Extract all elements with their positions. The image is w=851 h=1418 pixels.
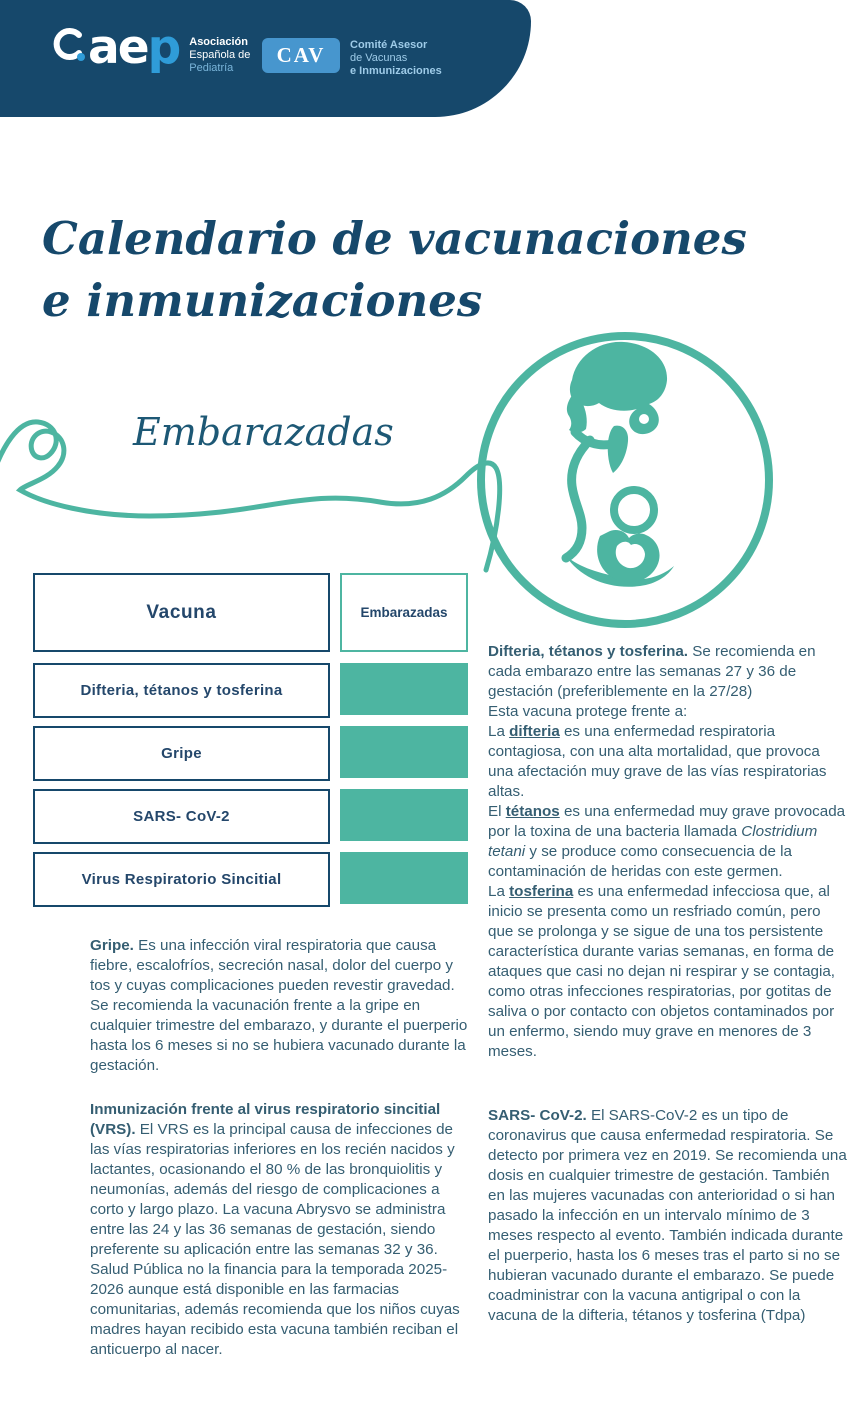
aep-wordmark: aep xyxy=(88,20,180,75)
cav-org-name: Comité Asesor de Vacunas e Inmunizaciones xyxy=(350,39,442,77)
gripe-paragraph: Gripe. Es una infección viral respiratoria que causa fiebre, escalofríos, secreción nasal, dolor del cuerpo y tos y cuyas complicaciones pueden revestir gravedad. Se recomienda la vacunación frente a la gripe en cualquier trimestre del embarazo, y durante el puerperio hasta los 6 meses si no se hubiera vacunado durante la gestación. xyxy=(90,937,468,1074)
table-row-difteria: Difteria, tétanos y tosferina xyxy=(33,663,330,718)
table-row-gripe: Gripe xyxy=(33,726,330,781)
table-row-vrs: Virus Respiratorio Sincitial xyxy=(33,852,330,907)
table-header-embarazadas: Embarazadas xyxy=(340,573,468,652)
pregnant-woman-illustration xyxy=(472,330,851,628)
difteria-paragraph: Difteria, tétanos y tosferina. Se recomienda en cada embarazo entre las semanas 27 y 36 de gestación (preferiblemente en la 27/28) Esta vacuna protege frente a: La difteria es una enfermedad respiratoria contagiosa, con una alta mortalidad, que provoca una afectación muy grave de las vías respiratorias altas. El tétanos es una enfermedad muy grave provocada por la toxina de una bacteria llamada Clostridium tetani y se produce como consecuencia de la contaminación de heridas con este germen. La tosferina es una enfermedad infecciosa que, al inicio se presenta como un resfriado común, pero que se prolonga y se sigue de una tos persistente característica durante varias semanas, en forma de ataques que casi no dejan ni respirar y se contagia, como otras infecciones respiratorias, por gotitas de saliva o por contacto con objetos contaminados por un enfermo, siendo muy grave en menores de 3 meses. xyxy=(488,643,846,1060)
vrs-paragraph: Inmunización frente al virus respiratorio sincitial (VRS). El VRS es la principal causa de infecciones de las vías respiratorias inferiores en los recién nacidos y lactantes, ocasionando el 80 % de las bronquiolitis y neumonías, además del riesgo de complicaciones a corto y largo plazo. La vacuna Abrysvo se administra entre las 24 y las 36 semanas de gestación, siendo preferente su aplicación entre las semanas 32 y 36. Salud Pública no la financia para la temporada 2025-2026 aunque está disponible en las farmacias comunitarias, además recomienda que los niños cuyas madres hayan recibido esta vacuna también reciban el anticuerpo al nacer. xyxy=(90,1101,460,1358)
sars-paragraph: SARS- CoV-2. El SARS-CoV-2 es un tipo de coronavirus que causa enfermedad respiratoria. Se detecto por primera vez en 2019. Se recomienda una dosis en cualquier trimestre de gestación. También en las mujeres vacunadas con anterioridad o si han pasado la infección en un intervalo mínimo de 3 meses respecto al evento. También indicada durante el puerperio, hasta los 6 meses tras el parto si no se hubieran vacunado durante el embarazo. Se puede coadministrar con la vacuna antigripal o con la vacuna de la difteria, tétanos y tosferina (Tdpa) xyxy=(488,1107,847,1324)
recommended-cell-sars xyxy=(340,789,468,841)
table-header-vaccine: Vacuna xyxy=(33,573,330,652)
cav-logo xyxy=(262,38,442,78)
aep-org-name: Asociación Española de Pediatría xyxy=(189,36,251,74)
recommended-cell-difteria xyxy=(340,663,468,715)
c-swirl-icon xyxy=(50,26,86,68)
section-title: Embarazadas xyxy=(133,410,394,454)
page-title: Calendario de vacunaciones e inmunizaciones xyxy=(42,212,747,327)
recommended-cell-gripe xyxy=(340,726,468,778)
cav-badge: CAV xyxy=(262,38,340,73)
table-row-sars: SARS- CoV-2 xyxy=(33,789,330,844)
header-bar xyxy=(0,0,531,117)
aep-logo xyxy=(50,20,251,75)
recommended-cell-vrs xyxy=(340,852,468,904)
